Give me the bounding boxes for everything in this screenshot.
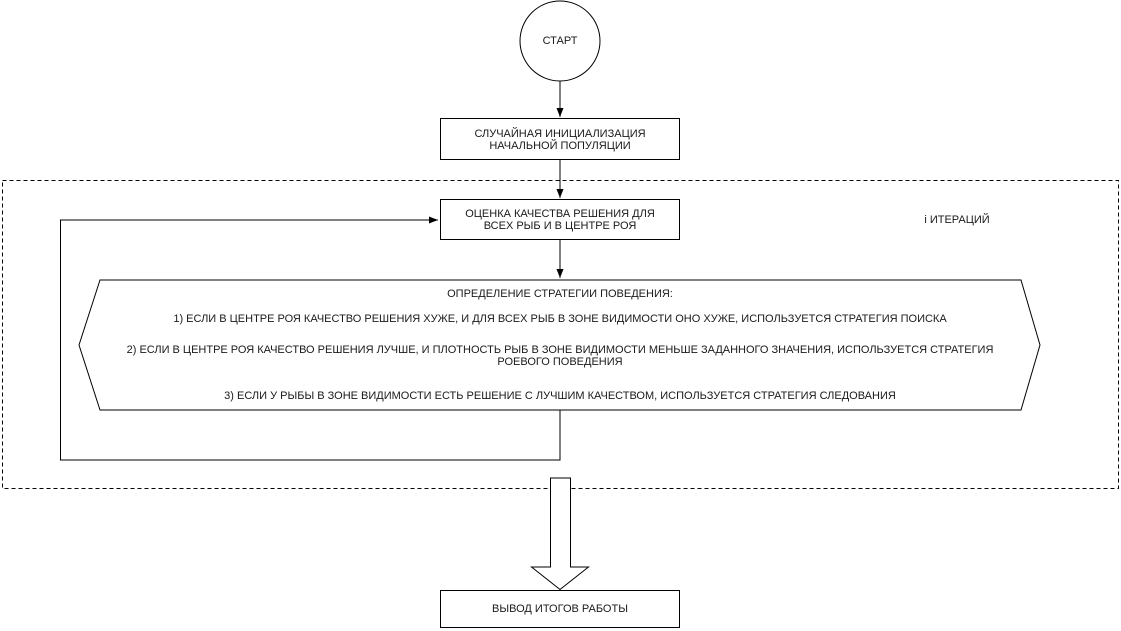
strategy-title: ОПРЕДЕЛЕНИЕ СТРАТЕГИИ ПОВЕДЕНИЯ: — [447, 288, 673, 300]
evaluation-box-line-2: ВСЕХ РЫБ И В ЦЕНТРЕ РОЯ — [483, 220, 637, 232]
strategy-item-1: 1) ЕСЛИ В ЦЕНТРЕ РОЯ КАЧЕСТВО РЕШЕНИЯ ХУЖЕ, И ДЛЯ ВСЕХ РЫБ В ЗОНЕ ВИДИМОСТИ ОНО ХУЖЕ, ИСПОЛЬЗУЕТСЯ СТРАТЕГИЯ ПОИСКА — [173, 313, 947, 325]
output-box-label — [440, 591, 680, 627]
init-box-label — [440, 119, 680, 160]
init-box-line-1: СЛУЧАЙНАЯ ИНИЦИАЛИЗАЦИЯ — [474, 127, 646, 140]
init-box-line-2: НАЧАЛЬНОЙ ПОПУЛЯЦИИ — [489, 139, 631, 152]
start-label-text: СТАРТ — [542, 35, 578, 47]
strategy-item-2-line-2: РОЕВОГО ПОВЕДЕНИЯ — [497, 356, 623, 368]
iteration-frame-label: i ИТЕРАЦИЙ — [924, 214, 990, 226]
evaluation-box-line-1: ОЦЕНКА КАЧЕСТВА РЕШЕНИЯ ДЛЯ — [465, 208, 655, 220]
hollow-arrow — [532, 478, 589, 590]
strategy-item-3: 3) ЕСЛИ У РЫБЫ В ЗОНЕ ВИДИМОСТИ ЕСТЬ РЕШЕНИЕ С ЛУЧШИМ КАЧЕСТВОМ, ИСПОЛЬЗУЕТСЯ СТРАТЕГИЯ СЛЕДОВАНИЯ — [224, 390, 896, 402]
evaluation-box-label — [440, 200, 680, 240]
output-box-text: ВЫВОД ИТОГОВ РАБОТЫ — [492, 603, 628, 615]
start-label — [520, 1, 600, 81]
strategy-item-2-line-1: 2) ЕСЛИ В ЦЕНТРЕ РОЯ КАЧЕСТВО РЕШЕНИЯ ЛУЧШЕ, И ПЛОТНОСТЬ РЫБ В ЗОНЕ ВИДИМОСТИ МЕНЬШЕ ЗАДАННОГО ЗНАЧЕНИЯ, ИСПОЛЬЗУЕТСЯ СТРАТЕГИЯ — [126, 344, 994, 356]
